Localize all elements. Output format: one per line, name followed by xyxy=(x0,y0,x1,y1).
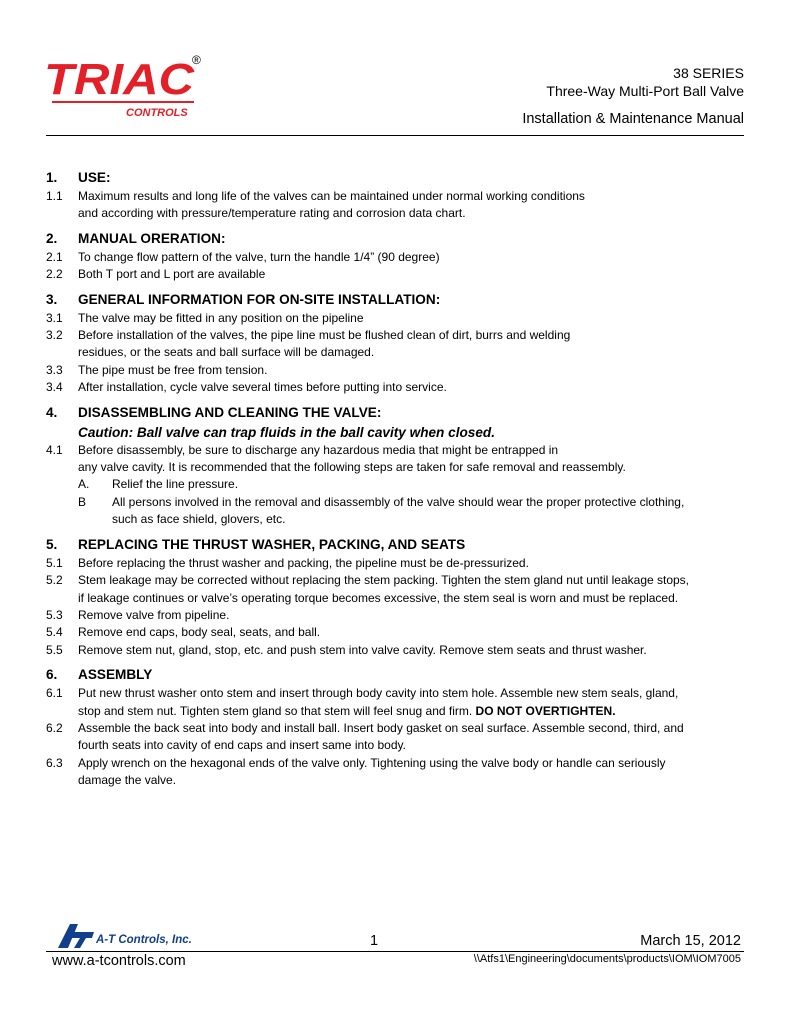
item-line: Apply wrench on the hexagonal ends of the valve only. Tightening using the valve body or handle can seriously xyxy=(78,755,666,770)
list-item xyxy=(46,755,746,772)
section-6 xyxy=(46,665,746,789)
item-line: Stem leakage may be corrected without replacing the stem packing. Tighten the stem gland nut until leakage stops, xyxy=(78,573,690,588)
section-title: GENERAL INFORMATION FOR ON-SITE INSTALLATION: xyxy=(78,291,441,307)
item-line: Maximum results and long life of the valves can be maintained under normal working conditions xyxy=(78,189,585,203)
section-5 xyxy=(46,535,746,659)
item-text xyxy=(78,607,746,624)
sub-item-label: A. xyxy=(78,477,90,492)
sub-item xyxy=(46,476,746,493)
item-text xyxy=(78,555,746,572)
item-line: To change flow pattern of the valve, turn the handle 1/4” (90 degree) xyxy=(78,249,440,264)
section-heading xyxy=(46,290,746,309)
sub-item-indent xyxy=(78,511,112,528)
section-number: 2. xyxy=(46,230,58,246)
section-heading xyxy=(46,665,746,684)
footer-divider xyxy=(46,951,744,952)
section-4 xyxy=(46,403,746,529)
item-number: 5.4 xyxy=(46,625,63,640)
item-number: 6.2 xyxy=(46,720,63,735)
item-text xyxy=(78,572,746,589)
item-line: residues, or the seats and ball surface will be damaged. xyxy=(78,345,375,360)
item-number: 3.4 xyxy=(46,380,63,395)
list-item-continuation xyxy=(46,703,746,720)
item-text xyxy=(78,442,746,459)
section-number: 3. xyxy=(46,291,58,307)
at-controls-logo xyxy=(56,922,216,950)
item-line: damage the valve. xyxy=(78,773,177,788)
item-number: 3.1 xyxy=(46,310,63,325)
list-item xyxy=(46,572,746,589)
item-text xyxy=(78,685,746,702)
item-text xyxy=(78,379,746,396)
list-item-continuation xyxy=(46,737,746,754)
section-number: 1. xyxy=(46,170,58,185)
item-line: Assemble the back seat into body and install ball. Insert body gasket on seal surface. Assemble second, third, and xyxy=(78,720,684,735)
section-title: REPLACING THE THRUST WASHER, PACKING, AND SEATS xyxy=(78,536,466,552)
item-number: 5.5 xyxy=(46,642,63,657)
list-item xyxy=(46,188,746,205)
document-path: \\Atfs1\Engineering\documents\products\IOM\IOM7005 xyxy=(473,953,741,965)
list-item-continuation xyxy=(46,772,746,789)
section-number: 4. xyxy=(46,404,58,420)
manual-body xyxy=(46,168,746,796)
sub-item-label: B xyxy=(78,494,87,509)
item-text xyxy=(78,266,746,283)
section-heading xyxy=(46,535,746,554)
caution-note: Caution: Ball valve can trap fluids in the ball cavity when closed. xyxy=(78,424,495,440)
list-item xyxy=(46,266,746,283)
item-line: any valve cavity. It is recommended that the following steps are taken for safe removal and reassembly. xyxy=(78,460,626,475)
item-text xyxy=(78,205,746,222)
series-title: 38 SERIES xyxy=(673,65,744,81)
section-title: USE: xyxy=(78,170,111,185)
list-item-continuation xyxy=(46,344,746,361)
item-text xyxy=(78,755,746,772)
item-number: 2.2 xyxy=(46,267,63,282)
item-text xyxy=(78,459,746,476)
at-logo-text: A-T Controls, Inc. xyxy=(96,934,192,946)
sub-item-text: Relief the line pressure. xyxy=(112,477,239,492)
product-title: Three-Way Multi-Port Ball Valve xyxy=(546,83,744,99)
section-heading xyxy=(46,168,746,187)
item-text xyxy=(78,362,746,379)
svg-text:®: ® xyxy=(192,53,201,67)
list-item xyxy=(46,685,746,702)
list-item xyxy=(46,442,746,459)
item-number: 5.3 xyxy=(46,607,63,622)
item-text xyxy=(78,188,746,205)
item-line: stop and stem nut. Tighten stem gland so that stem will feel snug and firm. xyxy=(78,703,476,718)
item-indent xyxy=(46,772,78,789)
item-number: 3.3 xyxy=(46,362,63,377)
item-line: The valve may be fitted in any position on the pipeline xyxy=(78,310,364,325)
item-line: Put new thrust washer onto stem and insert through body cavity into stem hole. Assemble new stem seals, gland, xyxy=(78,686,679,701)
item-line: if leakage continues or valve’s operating torque becomes excessive, the stem seal is worn and must be replaced. xyxy=(78,590,679,605)
item-line: and according with pressure/temperature rating and corrosion data chart. xyxy=(78,206,466,221)
list-item xyxy=(46,249,746,266)
item-indent xyxy=(46,344,78,361)
item-line: Before replacing the thrust washer and packing, the pipeline must be de-pressurized. xyxy=(78,555,529,570)
header-divider xyxy=(46,135,744,136)
item-number: 2.1 xyxy=(46,249,63,264)
at-logo-icon xyxy=(56,922,96,950)
item-number: 4.1 xyxy=(46,442,63,457)
item-indent xyxy=(46,205,78,222)
item-text xyxy=(78,772,746,789)
section-number: 5. xyxy=(46,536,58,552)
item-text xyxy=(78,310,746,327)
item-number: 5.2 xyxy=(46,573,63,588)
header-title-block xyxy=(546,64,744,100)
item-number: 5.1 xyxy=(46,555,63,570)
section-title: DISASSEMBLING AND CLEANING THE VALVE: xyxy=(78,404,382,420)
item-text xyxy=(78,327,746,344)
triac-controls-logo xyxy=(44,52,214,122)
triac-logo-icon xyxy=(44,52,214,122)
warning-text: DO NOT OVERTIGHTEN. xyxy=(475,703,616,718)
sub-item-text: All persons involved in the removal and disassembly of the valve should wear the proper protective clothing, xyxy=(112,494,685,509)
list-item xyxy=(46,642,746,659)
item-line: Before installation of the valves, the pipe line must be flushed clean of dirt, burrs and welding xyxy=(78,328,571,343)
item-number: 6.3 xyxy=(46,755,63,770)
item-text xyxy=(78,624,746,641)
item-line: Remove valve from pipeline. xyxy=(78,607,230,622)
section-number: 6. xyxy=(46,667,58,683)
item-text xyxy=(78,590,746,607)
item-number: 6.1 xyxy=(46,686,63,701)
item-line: Remove end caps, body seal, seats, and ball. xyxy=(78,625,321,640)
list-item xyxy=(46,555,746,572)
item-indent xyxy=(46,459,78,476)
list-item xyxy=(46,607,746,624)
section-title: ASSEMBLY xyxy=(78,667,153,683)
section-title: MANUAL ORERATION: xyxy=(78,230,226,246)
list-item xyxy=(46,624,746,641)
item-number: 3.2 xyxy=(46,328,63,343)
svg-text:TRIAC: TRIAC xyxy=(44,55,196,104)
section-3 xyxy=(46,290,746,397)
item-line: fourth seats into cavity of end caps and insert same into body. xyxy=(78,738,406,753)
list-item xyxy=(46,379,746,396)
item-text xyxy=(78,703,746,720)
document-date: March 15, 2012 xyxy=(640,933,741,949)
item-line: After installation, cycle valve several times before putting into service. xyxy=(78,380,447,395)
section-1 xyxy=(46,168,746,223)
item-text xyxy=(78,642,746,659)
item-text xyxy=(78,249,746,266)
item-indent xyxy=(46,703,78,720)
list-item-continuation xyxy=(46,205,746,222)
item-text xyxy=(78,737,746,754)
list-item xyxy=(46,327,746,344)
item-line: Before disassembly, be sure to discharge any hazardous media that might be entrapped in xyxy=(78,442,559,457)
item-text xyxy=(78,720,746,737)
website-url: www.a-tcontrols.com xyxy=(52,953,186,969)
sub-item-text: such as face shield, glovers, etc. xyxy=(112,512,286,527)
list-item-continuation xyxy=(46,590,746,607)
item-indent xyxy=(46,590,78,607)
item-line: The pipe must be free from tension. xyxy=(78,362,268,377)
section-heading xyxy=(46,229,746,248)
sub-item-continuation xyxy=(46,511,746,528)
section-heading xyxy=(46,403,746,422)
section-2 xyxy=(46,229,746,284)
item-text xyxy=(78,344,746,361)
list-item xyxy=(46,720,746,737)
item-indent xyxy=(46,737,78,754)
list-item xyxy=(46,362,746,379)
manual-title: Installation & Maintenance Manual xyxy=(522,111,744,127)
item-line: Remove stem nut, gland, stop, etc. and push stem into valve cavity. Remove stem seats and thrust washer. xyxy=(78,642,647,657)
item-line: Both T port and L port are available xyxy=(78,267,266,282)
list-item-continuation xyxy=(46,459,746,476)
item-number: 1.1 xyxy=(46,189,63,203)
list-item xyxy=(46,310,746,327)
page-number: 1 xyxy=(370,933,379,949)
sub-item xyxy=(46,494,746,511)
svg-text:CONTROLS: CONTROLS xyxy=(126,107,188,119)
